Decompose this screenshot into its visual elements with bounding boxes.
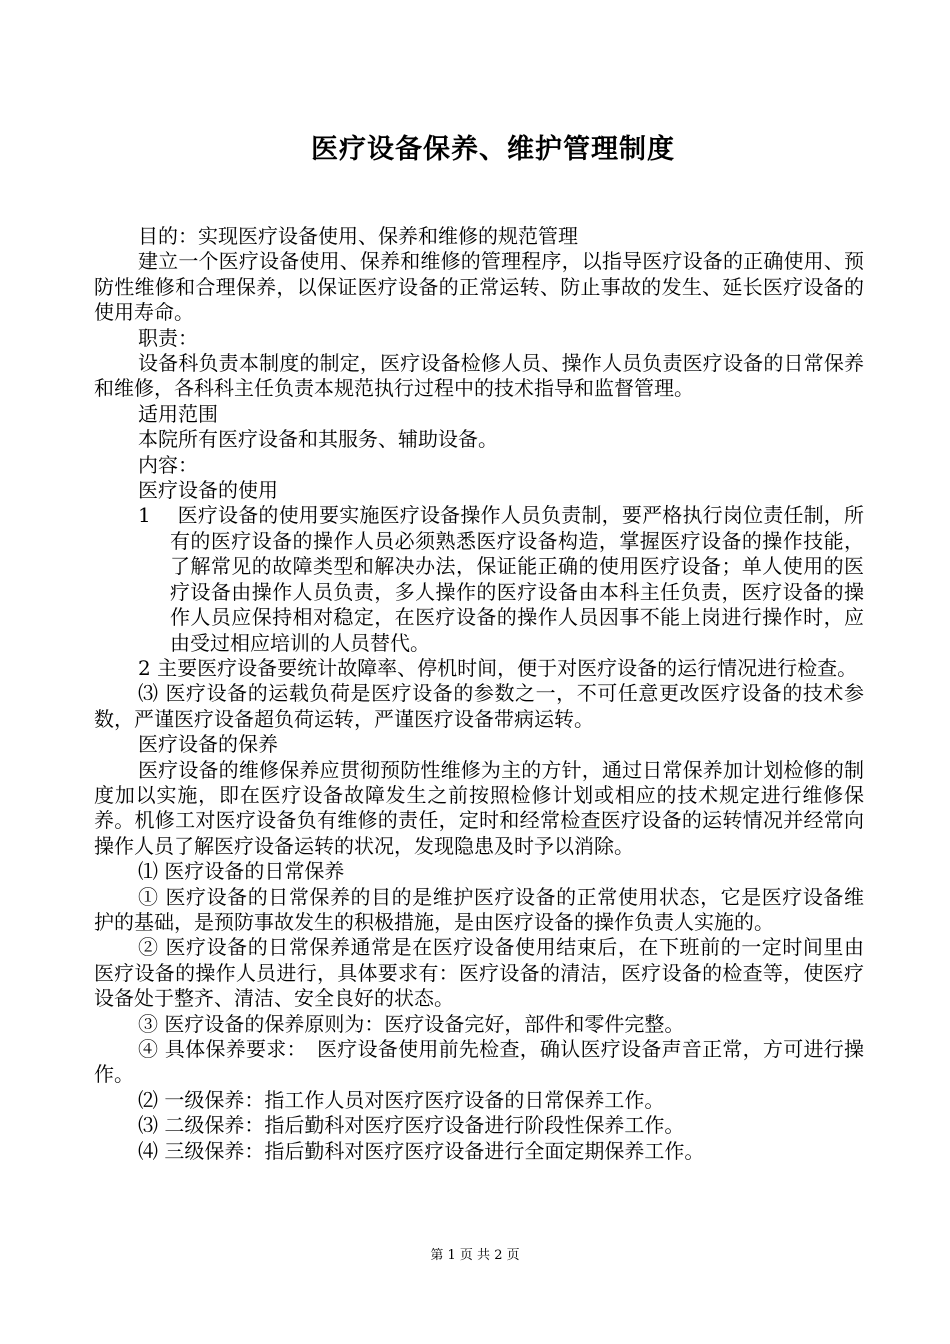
- document-title: 医疗设备保养、维护管理制度: [311, 134, 675, 165]
- paragraph-daily-1: ① 医疗设备的日常保养的目的是维护医疗设备的正常使用状态，它是医疗设备维护的基础，是预防事故发生的积极措施，是由医疗设备的操作负责人实施的。: [94, 884, 864, 934]
- heading-content: 内容：: [138, 452, 198, 477]
- paragraph-daily-4: ④ 具体保养要求： 医疗设备使用前先检查，确认医疗设备声音正常，方可进行操作。: [94, 1037, 864, 1087]
- paragraph-scope: 本院所有医疗设备和其服务、辅助设备。: [138, 427, 498, 452]
- paragraph-duties: 设备科负责本制度的制定，医疗设备检修人员、操作人员负责医疗设备的日常保养和维修，各科科主任负责本规范执行过程中的技术指导和监督管理。: [94, 351, 864, 401]
- heading-daily-maintenance: ⑴ 医疗设备的日常保养: [138, 859, 345, 884]
- paragraph-daily-2: ② 医疗设备的日常保养通常是在医疗设备使用结束后，在下班前的一定时间里由医疗设备的操作人员进行，具体要求有：医疗设备的清洁，医疗设备的检查等，使医疗设备处于整齐、清洁、安全良好的状态。: [94, 935, 864, 1011]
- paragraph-daily-3: ③ 医疗设备的保养原则为：医疗设备完好，部件和零件完整。: [138, 1011, 685, 1036]
- paragraph-intro: 建立一个医疗设备使用、保养和维修的管理程序，以指导医疗设备的正确使用、预防性维修和合理保养，以保证医疗设备的正常运转、防止事故的发生、延长医疗设备的使用寿命。: [94, 249, 864, 325]
- paragraph-purpose: 目的：实现医疗设备使用、保养和维修的规范管理: [138, 224, 578, 248]
- paragraph-maintenance: 医疗设备的维修保养应贯彻预防性维修为主的方针，通过日常保养加计划检修的制度加以实施，即在医疗设备故障发生之前按照检修计划或相应的技术规定进行维修保养。机修工对医疗设备负有维修的责任，定时和经常检查医疗设备的运转情况并经常向操作人员了解医疗设备运转的状况，发现隐患及时予以消除。: [94, 757, 864, 858]
- paragraph-level-1: ⑵ 一级保养：指工作人员对医疗医疗设备的日常保养工作。: [138, 1087, 665, 1112]
- heading-duties: 职责：: [138, 325, 198, 350]
- paragraph-level-2: ⑶ 二级保养：指后勤科对医疗医疗设备进行阶段性保养工作。: [138, 1113, 685, 1138]
- document-body: [94, 224, 864, 1164]
- paragraph-usage-1: 1 医疗设备的使用要实施医疗设备操作人员负责制，要严格执行岗位责任制，所有的医疗设备的操作人员必须熟悉医疗设备构造，掌握医疗设备的操作技能，了解常见的故障类型和解决办法，保证能正确的使用医疗设备；单人使用的医疗设备由操作人员负责，多人操作的医疗设备由本科主任负责，医疗设备的操作人员应保持相对稳定，在医疗设备的操作人员因事不能上岗进行操作时，应由受过相应培训的人员替代。: [138, 503, 864, 655]
- heading-maintenance: 医疗设备的保养: [138, 732, 278, 757]
- page-footer: 第 1 页 共 2 页: [430, 1248, 520, 1263]
- heading-usage: 医疗设备的使用: [138, 478, 278, 503]
- heading-scope: 适用范围: [138, 401, 218, 426]
- paragraph-usage-2: 2 主要医疗设备要统计故障率、停机时间，便于对医疗设备的运行情况进行检查。: [138, 655, 858, 680]
- paragraph-usage-3: ⑶ 医疗设备的运载负荷是医疗设备的参数之一，不可任意更改医疗设备的技术参数，严谨医疗设备超负荷运转，严谨医疗设备带病运转。: [94, 681, 864, 731]
- paragraph-level-3: ⑷ 三级保养：指后勤科对医疗医疗设备进行全面定期保养工作。: [138, 1138, 705, 1163]
